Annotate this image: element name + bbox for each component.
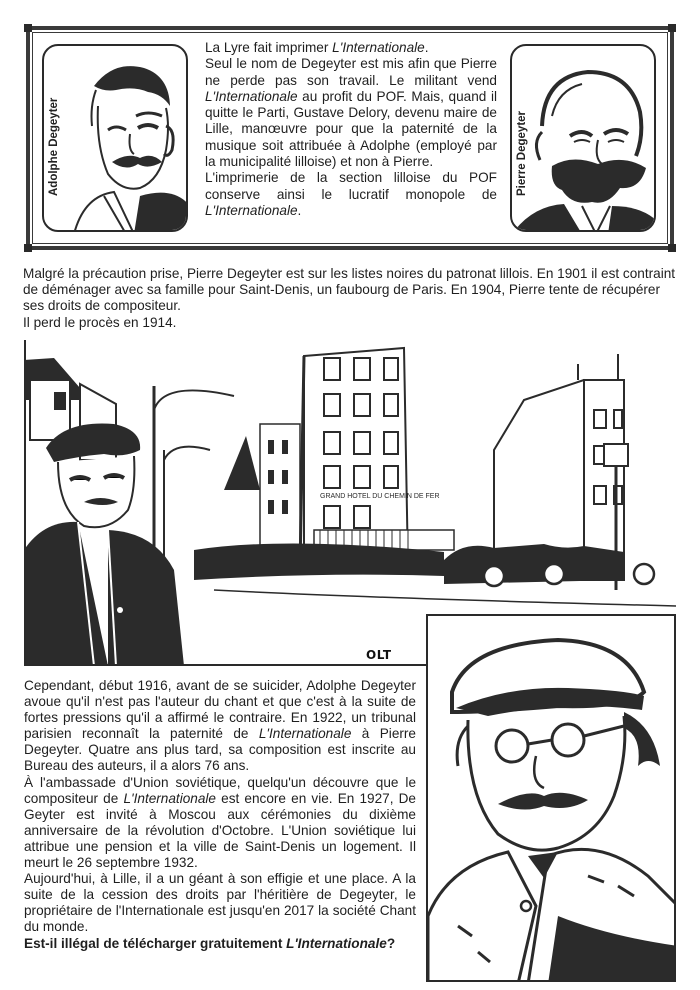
intro-text <box>23 266 678 331</box>
body-paragraph: À l'ambassade d'Union soviétique, quelqu'un découvre que le compositeur de L'Internationale est encore en vie. En 1927, De Geyter est invité à Moscou aux cérémonies du dixième anniversaire de la révolution d'Octobre. L'Union soviétique lui attribue une pension et la ville de Saint-Denis un logement. Il meurt le 26 septembre 1932. <box>24 774 416 871</box>
frame-corner-ornament <box>668 244 676 252</box>
portrait-caption: Pierre Degeyter <box>516 110 528 196</box>
body-paragraph: Aujourd'hui, à Lille, il a un géant à son effigie et une place. A la suite de la cession des droits par l'héritière de Degeyter, le propriétaire de l'Internationale est jusqu'en 2017 la société Chant du monde. <box>24 871 416 935</box>
body-paragraph: Cependant, début 1916, avant de se suicider, Adolphe Degeyter avoue qu'il n'est pas l'auteur du chant et que c'est à la suite de fortes pressions qu'il a affirmé le contraire. En 1922, un tribunal parisien reconnaît la paternité de L'Internationale à Pierre Degeyter. Quatre ans plus tard, sa composition est inscrite au Bureau des auteurs, il a alors 76 ans. <box>24 678 416 774</box>
adolphe-portrait-illustration <box>44 46 188 232</box>
frame-paragraph: Seul le nom de Degeyter est mis afin que Pierre ne perde pas son travail. Le militant vend L'Internationale au profit du POF. Mais, quand il quitte le Parti, Gustave Delory, devenu maire de Lille, manœuvre pour que la paternité de la musique soit attribuée à Adolphe (employé par la municipalité lilloise) et non à Pierre. <box>205 56 497 170</box>
artist-signature: OLT <box>366 648 392 662</box>
portrait-pierre-degeyter <box>510 44 656 232</box>
pierre-portrait-illustration <box>512 46 656 232</box>
intro-paragraph: Malgré la précaution prise, Pierre Degeyter est sur les listes noires du patronat lillois. En 1901 il est contraint de déménager avec sa famille pour Saint-Denis, un faubourg de Paris. En 1904, Pierre tente de récupérer ses droits de compositeur. <box>23 266 676 314</box>
hotel-sign: GRAND HOTEL DU CHEMIN DE FER <box>320 493 440 500</box>
frame-paragraph: La Lyre fait imprimer L'Internationale. <box>205 40 429 55</box>
frame-text-block <box>205 40 497 219</box>
closing-question: Est-il illégal de télécharger gratuitement L'Internationale? <box>24 935 396 951</box>
portrait-adolphe-degeyter <box>42 44 188 232</box>
old-pierre-portrait-illustration <box>428 616 676 982</box>
body-text-block <box>24 678 416 952</box>
frame-corner-ornament <box>668 24 676 32</box>
frame-paragraph: L'imprimerie de la section lilloise du POF conserve ainsi le lucratif monopole de L'Internationale. <box>205 170 497 218</box>
intro-paragraph: Il perd le procès en 1914. <box>23 314 177 330</box>
old-pierre-portrait-panel <box>426 614 676 982</box>
frame-corner-ornament <box>24 244 32 252</box>
portrait-caption: Adolphe Degeyter <box>48 97 60 196</box>
frame-corner-ornament <box>24 24 32 32</box>
